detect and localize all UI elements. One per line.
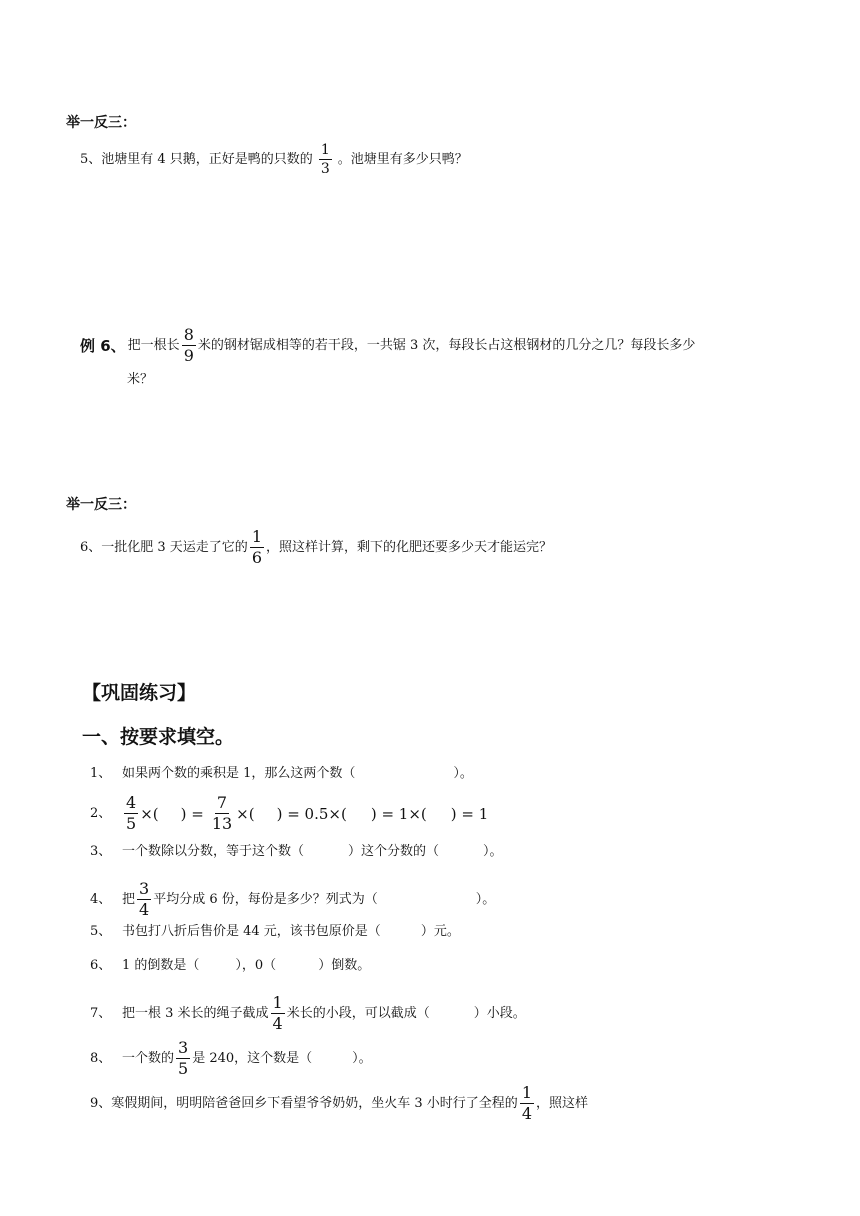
practice-heading-2: 举一反三： <box>66 497 136 513</box>
fraction-denominator: 4 <box>272 1014 283 1033</box>
question-text: 1 的倒数是（ <box>122 958 200 973</box>
fraction-numerator: 1 <box>521 1083 532 1102</box>
fraction <box>319 142 332 177</box>
question-number: 8、 <box>90 1050 112 1066</box>
question-text: 9、寒假期间，明明陪爸爸回乡下看望爷爷奶奶，坐火车 3 小时行了全程的 <box>90 1095 518 1111</box>
fill-question-3 <box>90 842 503 862</box>
section-title: 【巩固练习】 <box>82 682 197 704</box>
fraction <box>182 326 196 365</box>
question-text-end: ）元。 <box>420 924 460 939</box>
example-6-text-cont: 米的钢材锯成相等的若干段，一共锯 3 次，每段长占这根钢材的几分之几？每段长多少 <box>197 337 696 353</box>
fill-question-8 <box>90 1039 372 1078</box>
fraction-denominator: 4 <box>521 1104 532 1123</box>
question-text-end: ）。 <box>483 844 503 859</box>
fraction <box>124 794 138 833</box>
question-number: 7、 <box>90 1005 112 1021</box>
question-text: 米长的小段，可以截成（ <box>286 1005 430 1021</box>
fraction-denominator: 13 <box>211 814 233 833</box>
section-subtitle: 一、按要求填空。 <box>82 726 235 748</box>
fraction-numerator: 4 <box>126 793 137 812</box>
question-5-text-end: 。池塘里有多少只鸭？ <box>337 151 468 167</box>
question-text: 是 240，这个数是（ <box>192 1050 313 1066</box>
fill-question-4 <box>90 880 495 919</box>
fraction-numerator: 1 <box>320 142 330 158</box>
fill-question-1 <box>90 764 473 784</box>
question-5 <box>80 142 468 177</box>
question-text-end: ）小段。 <box>473 1005 526 1021</box>
fraction <box>520 1084 534 1123</box>
math-text: ×( <box>236 804 255 823</box>
fraction <box>210 794 234 833</box>
fraction <box>176 1039 190 1078</box>
question-text: 把 <box>122 891 136 907</box>
question-text-end: ）。 <box>352 1050 372 1066</box>
fraction <box>137 880 151 919</box>
fraction-denominator: 9 <box>183 346 194 365</box>
question-text: 平均分成 6 份，每份是多少？列式为（ <box>153 891 378 907</box>
fraction-numerator: 3 <box>178 1038 189 1057</box>
question-text-end: ）。 <box>475 891 496 907</box>
question-text: ），0（ <box>235 958 277 973</box>
fraction-numerator: 7 <box>216 793 228 812</box>
question-text: 一个数除以分数，等于这个数（ <box>122 844 305 859</box>
question-number: 5、 <box>90 924 112 939</box>
question-text: 一个数的 <box>122 1050 175 1066</box>
practice-heading-1: 举一反三： <box>66 115 136 131</box>
math-text: ) = 0.5×( <box>276 804 347 823</box>
example-6-label: 例 6、 <box>80 336 126 355</box>
question-6 <box>80 528 552 567</box>
math-text: ) = <box>180 804 204 823</box>
question-text-end: ）。 <box>453 766 473 781</box>
fraction-numerator: 1 <box>272 993 283 1012</box>
example-6-line2: 米？ <box>127 372 154 387</box>
question-text: 把一根 3 米长的绳子截成 <box>122 1005 269 1021</box>
fill-question-9 <box>90 1084 588 1123</box>
question-5-text: 5、池塘里有 4 只鹅，正好是鸭的只数的 <box>80 151 313 167</box>
math-text: ×( <box>140 804 159 823</box>
fraction <box>271 994 285 1033</box>
example-6-text: 把一根长 <box>127 337 180 353</box>
question-6-text: 6、一批化肥 3 天运走了它的 <box>80 539 248 555</box>
fraction-numerator: 8 <box>183 325 194 344</box>
question-6-text-end: ，照这样计算，剩下的化肥还要多少天才能运完？ <box>266 539 553 555</box>
fill-question-5 <box>90 922 460 942</box>
question-text: ）这个分数的（ <box>348 844 440 859</box>
question-text: 如果两个数的乘积是 1，那么这两个数（ <box>122 766 356 781</box>
question-number: 4、 <box>90 891 112 907</box>
math-text: ) = 1×( <box>370 804 427 823</box>
question-number: 2、 <box>90 805 112 821</box>
question-text-end: ，照这样 <box>536 1095 589 1111</box>
fraction-denominator: 6 <box>251 548 262 567</box>
fraction-denominator: 5 <box>126 814 137 833</box>
fraction-denominator: 5 <box>178 1059 189 1078</box>
fill-question-7 <box>90 994 526 1033</box>
fraction-denominator: 3 <box>320 161 330 177</box>
question-number: 1、 <box>90 766 112 781</box>
fraction <box>250 528 264 567</box>
question-text: 书包打八折后售价是 44 元，该书包原价是（ <box>122 924 381 939</box>
question-number: 6、 <box>90 958 112 973</box>
example-6 <box>80 326 695 365</box>
fill-question-2 <box>90 794 488 833</box>
fraction-denominator: 4 <box>139 900 150 919</box>
question-number: 3、 <box>90 844 112 859</box>
fraction-numerator: 3 <box>139 879 150 898</box>
fraction-numerator: 1 <box>251 527 262 546</box>
fill-question-6 <box>90 956 370 976</box>
question-text-end: ）倒数。 <box>318 958 371 973</box>
math-text: ) = 1 <box>450 804 489 823</box>
